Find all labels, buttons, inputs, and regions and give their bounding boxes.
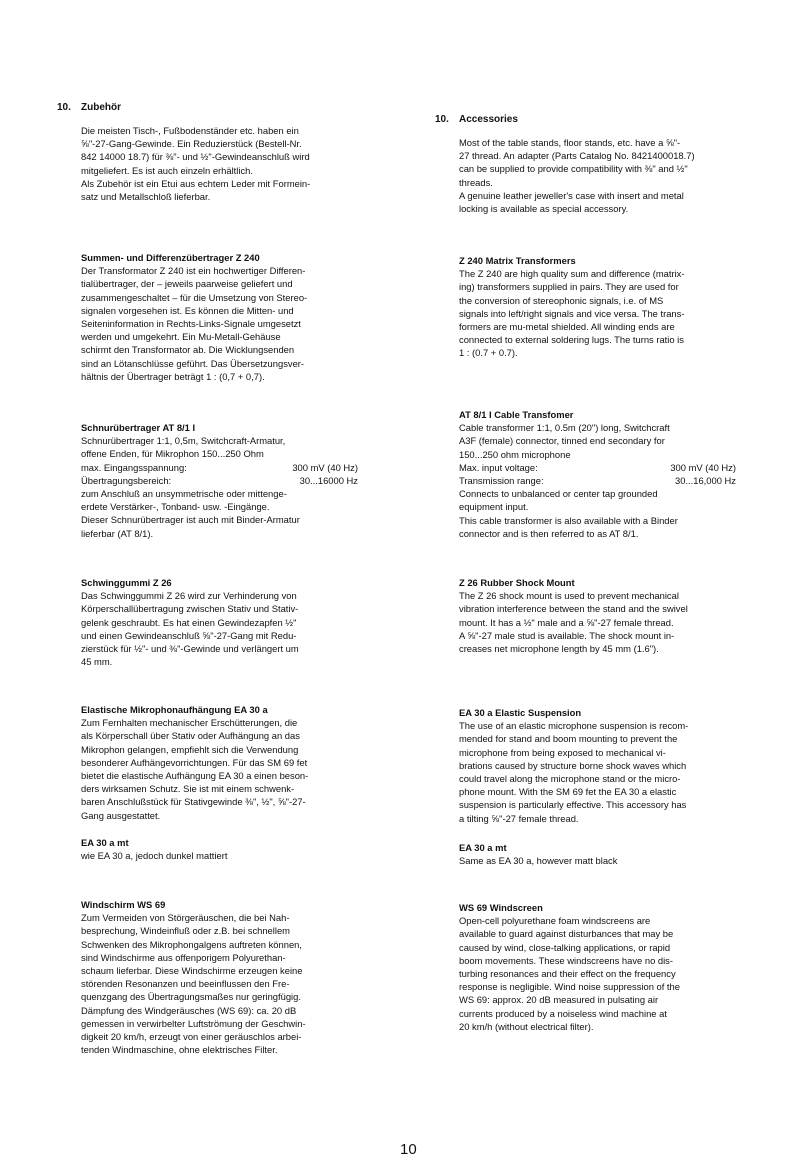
left-at-text1: Schnurübertrager 1:1, 0,5m, Switchcraft-Armatur, offene Enden, für Mikrophon 150...250 Ohm (81, 435, 286, 460)
left-ea30-title: Elastische Mikrophonaufhängung EA 30 a (81, 704, 268, 715)
right-ea30-section (459, 706, 744, 825)
right-ea30mt-title: EA 30 a mt (459, 842, 507, 853)
right-section-title: Accessories (459, 114, 518, 125)
right-at-section (459, 408, 744, 540)
page-number: 10 (400, 1141, 417, 1158)
left-at-title: Schnurübertrager AT 8/1 I (81, 422, 196, 433)
left-at-spec2-label: Übertragungsbereich: (81, 474, 172, 486)
left-z26-text: Das Schwinggummi Z 26 wird zur Verhinderung von Körperschallübertragung zwischen Stativ und Stativ- gelenk geschraubt. Es hat einen Gewindezapfen ½" und einen Gewindeanschluß ⅝"-27-Gang mit Redu- zierstück für ½"- und ⅜"-Gewinde und verlängert um 45 mm. (81, 590, 299, 668)
right-ea30-title: EA 30 a Elastic Suspension (459, 707, 582, 718)
right-ea30mt-section (459, 841, 744, 867)
left-ea30mt-section (81, 836, 366, 862)
right-ea30mt-text: Same as EA 30 a, however matt black (459, 855, 618, 867)
right-at-spec2-label: Transmission range: (459, 475, 544, 487)
right-at-spec-range (459, 474, 744, 487)
left-section-number: 10. (57, 102, 71, 113)
right-ws69-section (459, 901, 744, 1033)
right-z240-section (459, 254, 744, 360)
right-intro (459, 136, 744, 215)
right-z26-title: Z 26 Rubber Shock Mount (459, 577, 575, 588)
right-ea30-text: The use of an elastic microphone suspension is recom- mended for stand and boom mounting to prevent the microphone from being exposed to mechanical vi- brations caused by structure borne shock waves which could travel along the microphone stand or the micro- phone mount. With the SM 69 fet the EA 30 a elastic suspension is particularly effective. This accessory has a tilting ⅝"-27 female thread. (459, 720, 689, 824)
left-at-section (81, 421, 366, 540)
left-at-spec-range (81, 474, 366, 487)
right-at-spec1-value: 300 mV (40 Hz) (670, 461, 736, 473)
left-intro-text: Die meisten Tisch-, Fußbodenständer etc. haben ein ⅝"-27-Gang-Gewinde. Ein Reduzierstück (Bestell-Nr. 842 14000 18.7) für ⅜"- und ½"-Gewindeanschluß wird mitgeliefert. Es ist auch einzeln erhältlich. Als Zubehör ist ein Etui aus echtem Leder mit Formein- satz und Metallschloß lieferbar. (81, 125, 311, 203)
right-z26-section (459, 576, 744, 655)
left-ea30mt-title: EA 30 a mt (81, 837, 129, 848)
left-ea30-section (81, 703, 366, 822)
right-at-text1: Cable transformer 1:1, 0.5m (20") long, Switchcraft A3F (female) connector, tinned end secondary for 150...250 ohm microphone (459, 422, 670, 460)
left-section-heading (57, 102, 121, 113)
left-z26-title: Schwinggummi Z 26 (81, 577, 172, 588)
right-section-heading (435, 114, 518, 125)
left-at-spec2-value: 30...16000 Hz (299, 474, 358, 486)
right-at-title: AT 8/1 I Cable Transfomer (459, 409, 574, 420)
right-at-spec-voltage (459, 461, 744, 474)
right-at-spec2-value: 30...16,000 Hz (675, 475, 736, 487)
left-at-text2: zum Anschluß an unsymmetrische oder mittenge- erdete Verstärker-, Tonband- usw. -Eingänge. Dieser Schnurübertrager ist auch mit Binder-Armatur lieferbar (AT 8/1). (81, 488, 300, 539)
left-ws69-section (81, 898, 366, 1056)
right-ws69-title: WS 69 Windscreen (459, 902, 543, 913)
left-ws69-text: Zum Vermeiden von Störgeräuschen, die bei Nah- besprechung, Windeinfluß oder z.B. bei schnellem Schwenken des Mikrophongalgens auftreten können, sind Windschirme aus offenporigem Polyurethan- schaum lieferbar. Diese Windschirme erzeugen keine störenden Resonanzen und beeinflussen den Fre- quenzgang des Übertragungsmaßes nur geringfügig. Dämpfung des Windgeräusches (WS 69): ca. 20 dB gemessen in verwirbelter Luftströmung der Geschwin- digkeit 20 km/h, erzeugt von einer geräuschlos arbei- tenden Windmaschine, ohne elektrisches Filter. (81, 912, 306, 1056)
left-ea30-text: Zum Fernhalten mechanischer Erschütterungen, die als Körperschall über Stativ oder Aufhängung an das Mikrophon gelangen, empfiehlt sich die Verwendung besonderer Aufhängevorrichtungen. Für das SM 69 fet bietet die elastische Aufhängung EA 30 a einen beson- ders wirksamen Schutz. Sie ist mit einem schwenk- baren Anschlußstück für Stativgewinde ⅜", ½", ⅝"-27- Gang ausgestattet. (81, 717, 309, 821)
right-z240-title: Z 240 Matrix Transformers (459, 255, 576, 266)
right-z26-text: The Z 26 shock mount is used to prevent mechanical vibration interference between the stand and the swivel mount. It has a ½" male and a ⅝"-27 female thread. A ⅝"-27 male stud is available. The shock mount in- creases net microphone length by 45 mm (1.6"). (459, 590, 688, 655)
left-ea30mt-text: wie EA 30 a, jedoch dunkel mattiert (81, 850, 228, 862)
left-z240-text: Der Transformator Z 240 ist ein hochwertiger Differen- tialübertrager, der – jeweils paarweise geliefert und zusammengeschaltet – für die Umsetzung von Stereo- signalen vorgesehen ist. Es können die Mitten- und Seiteninformation in Rechts-Links-Signale umgesetzt werden und umgekehrt. Ein Mu-Metall-Gehäuse schirmt den Transformator ab. Die Wicklungsenden sind an Lötanschlüsse geführt. Das Übersetzungsver- hältnis der Übertrager beträgt 1 : (0,7 + 0,7). (81, 265, 308, 382)
right-ws69-text: Open-cell polyurethane foam windscreens are available to guard against disturbances that may be caused by wind, close-talking applications, or rapid boom movements. These windscreens have no dis- turbing resonances and their effect on the frequency response is negligible. Wind noise suppression of the WS 69: approx. 20 dB measured in pulsating air currents produced by a noiseless wind machine at 20 km/h (without electrical filter). (459, 915, 680, 1032)
right-intro-text: Most of the table stands, floor stands, etc. have a ⅝"- 27 thread. An adapter (Parts Catalog No. 8421400018.7) can be supplied to provide compatibility with ⅜" and ½" threads. A genuine leather jeweller's case with insert and metal locking is available as special accessory. (459, 137, 695, 215)
right-z240-text: The Z 240 are high quality sum and difference (matrix- ing) transformers supplied in pairs. They are used for the conversion of stereophonic signals, i.e. of MS signals into left/right signals and vice versa. The trans- formers are mu-metal shielded. All winding ends are connected to external soldering lugs. The turns ratio is 1 : (0.7 + 0.7). (459, 268, 685, 359)
left-z240-title: Summen- und Differenzübertrager Z 240 (81, 252, 260, 263)
right-at-spec1-label: Max. input voltage: (459, 461, 538, 473)
left-at-spec-voltage (81, 461, 366, 474)
left-at-spec1-value: 300 mV (40 Hz) (292, 461, 358, 473)
left-intro (81, 124, 366, 203)
right-section-number: 10. (435, 114, 449, 125)
left-ws69-title: Windschirm WS 69 (81, 899, 166, 910)
left-section-title: Zubehör (81, 102, 121, 113)
left-z26-section (81, 576, 366, 668)
right-at-text2: Connects to unbalanced or center tap grounded equipment input. This cable transformer is also available with a Binder connector and is then referred to as AT 8/1. (459, 488, 678, 539)
left-z240-section (81, 251, 366, 383)
left-at-spec1-label: max. Eingangsspannung: (81, 461, 187, 473)
